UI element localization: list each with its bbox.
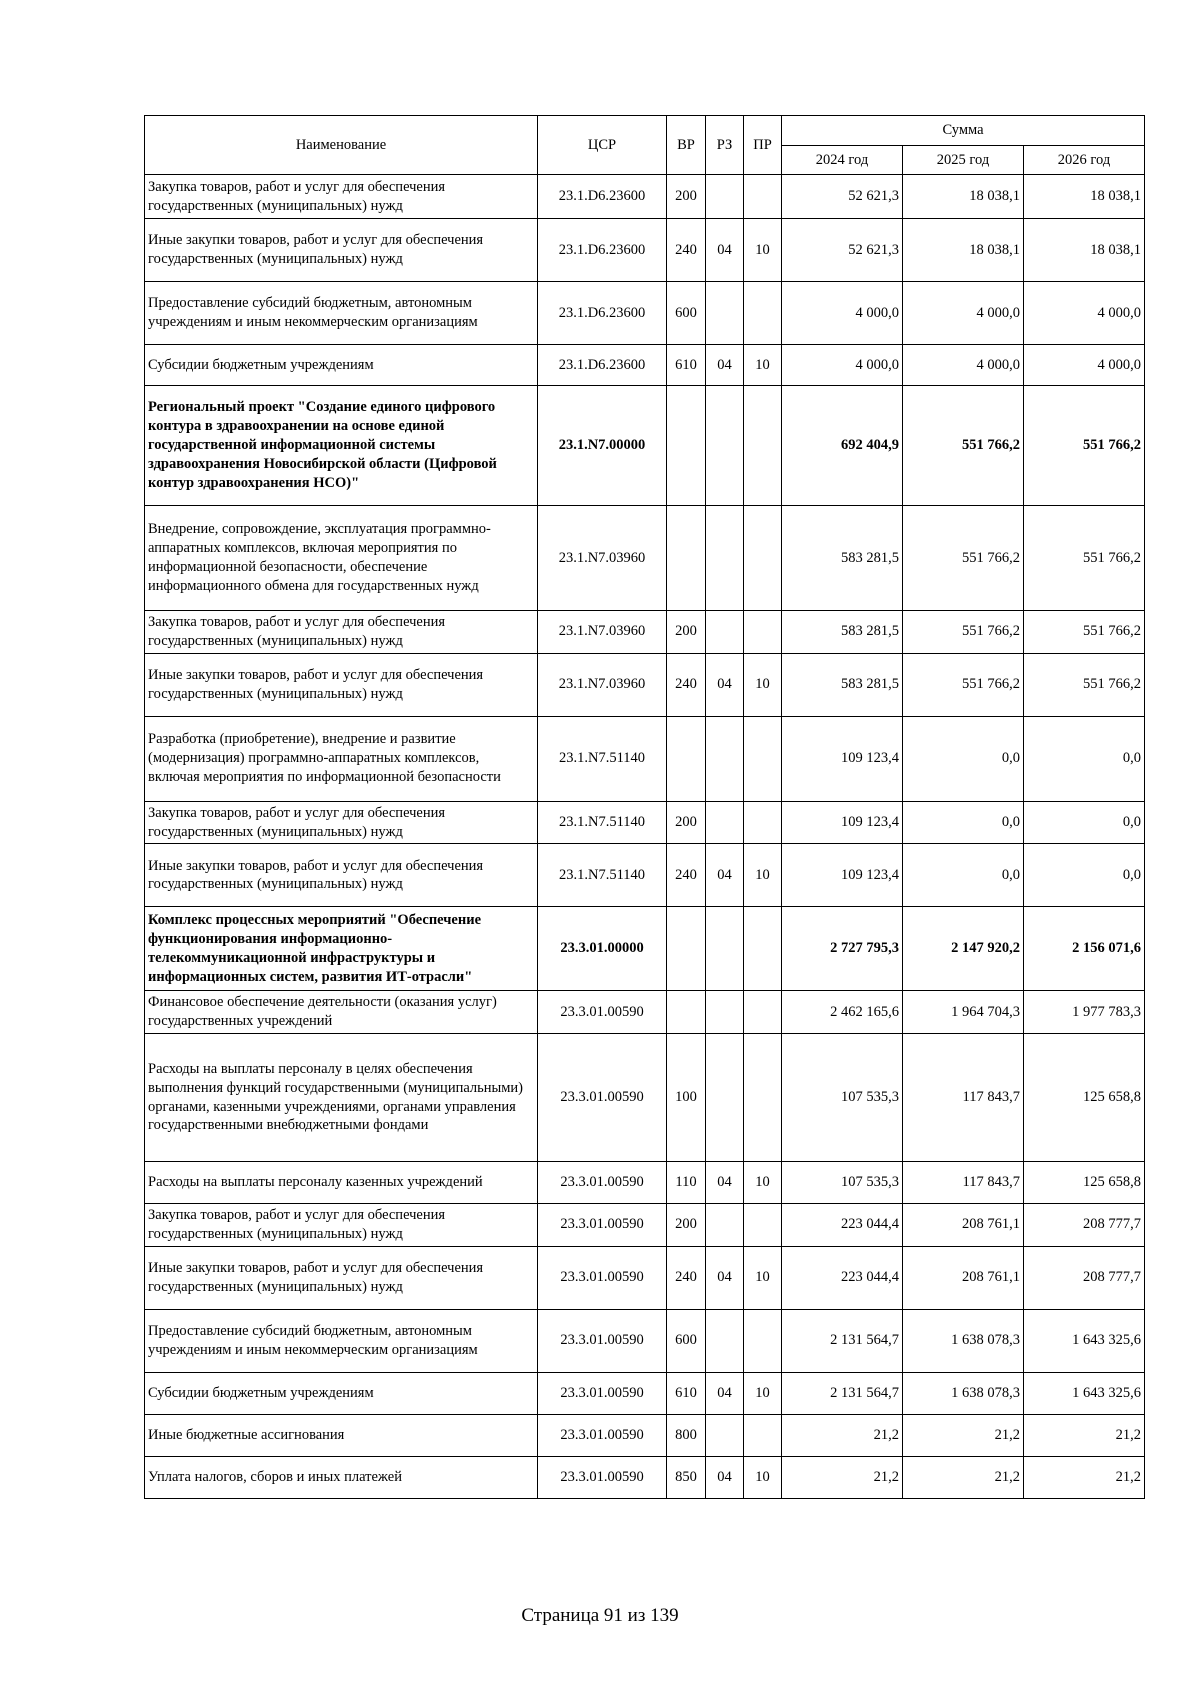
cell-sum-2024: 21,2 <box>782 1456 903 1498</box>
cell-name: Расходы на выплаты персоналу казенных учреждений <box>145 1162 538 1204</box>
table-row <box>145 345 1145 386</box>
cell-sum-2024: 2 727 795,3 <box>782 907 903 991</box>
cell-csr: 23.1.D6.23600 <box>538 345 667 386</box>
cell-sum-2025: 1 638 078,3 <box>903 1309 1024 1372</box>
cell-pr: 10 <box>744 1456 782 1498</box>
header-csr: ЦСР <box>538 116 667 175</box>
header-pr: ПР <box>744 116 782 175</box>
cell-rz <box>706 1309 744 1372</box>
cell-sum-2024: 109 123,4 <box>782 716 903 801</box>
header-vr: ВР <box>667 116 706 175</box>
cell-pr <box>744 716 782 801</box>
cell-sum-2024: 223 044,4 <box>782 1204 903 1247</box>
cell-sum-2025: 2 147 920,2 <box>903 907 1024 991</box>
cell-pr <box>744 1034 782 1162</box>
cell-rz: 04 <box>706 1246 744 1309</box>
cell-sum-2024: 583 281,5 <box>782 506 903 611</box>
cell-sum-2024: 4 000,0 <box>782 282 903 345</box>
cell-vr <box>667 907 706 991</box>
cell-pr: 10 <box>744 219 782 282</box>
header-year-2025: 2025 год <box>903 146 1024 175</box>
cell-rz <box>706 991 744 1034</box>
cell-sum-2026: 0,0 <box>1024 716 1145 801</box>
header-sum: Сумма <box>782 116 1145 146</box>
table-row <box>145 282 1145 345</box>
cell-sum-2026: 208 777,7 <box>1024 1246 1145 1309</box>
header-name: Наименование <box>145 116 538 175</box>
cell-sum-2026: 0,0 <box>1024 844 1145 907</box>
cell-sum-2025: 1 964 704,3 <box>903 991 1024 1034</box>
table-row <box>145 716 1145 801</box>
cell-sum-2025: 1 638 078,3 <box>903 1372 1024 1414</box>
cell-vr: 200 <box>667 175 706 219</box>
cell-vr <box>667 506 706 611</box>
cell-sum-2024: 223 044,4 <box>782 1246 903 1309</box>
cell-name: Закупка товаров, работ и услуг для обеспечения государственных (муниципальных) нужд <box>145 1204 538 1247</box>
cell-name: Субсидии бюджетным учреждениям <box>145 345 538 386</box>
cell-sum-2025: 551 766,2 <box>903 611 1024 654</box>
cell-name: Комплекс процессных мероприятий "Обеспечение функционирования информационно-телекоммуникационной инфраструктуры и информационных систем, развития ИТ-отрасли" <box>145 907 538 991</box>
cell-sum-2024: 692 404,9 <box>782 386 903 506</box>
page-number: Страница 91 из 139 <box>521 1605 679 1626</box>
cell-pr <box>744 506 782 611</box>
cell-sum-2025: 18 038,1 <box>903 175 1024 219</box>
cell-sum-2024: 2 462 165,6 <box>782 991 903 1034</box>
cell-name: Иные закупки товаров, работ и услуг для обеспечения государственных (муниципальных) нужд <box>145 219 538 282</box>
cell-vr: 240 <box>667 844 706 907</box>
cell-name: Иные закупки товаров, работ и услуг для обеспечения государственных (муниципальных) нужд <box>145 1246 538 1309</box>
cell-csr: 23.3.01.00590 <box>538 1034 667 1162</box>
cell-rz: 04 <box>706 1372 744 1414</box>
header-year-2024: 2024 год <box>782 146 903 175</box>
cell-pr: 10 <box>744 844 782 907</box>
cell-sum-2025: 21,2 <box>903 1456 1024 1498</box>
table-row <box>145 1414 1145 1456</box>
cell-sum-2026: 551 766,2 <box>1024 386 1145 506</box>
cell-sum-2026: 1 643 325,6 <box>1024 1372 1145 1414</box>
cell-rz: 04 <box>706 1456 744 1498</box>
cell-csr: 23.3.01.00590 <box>538 1309 667 1372</box>
cell-rz <box>706 175 744 219</box>
cell-csr: 23.3.01.00590 <box>538 1372 667 1414</box>
cell-csr: 23.3.01.00590 <box>538 1246 667 1309</box>
cell-pr <box>744 1309 782 1372</box>
cell-vr: 800 <box>667 1414 706 1456</box>
cell-sum-2025: 0,0 <box>903 844 1024 907</box>
cell-vr: 200 <box>667 1204 706 1247</box>
cell-pr <box>744 991 782 1034</box>
table-row <box>145 1309 1145 1372</box>
cell-sum-2024: 583 281,5 <box>782 611 903 654</box>
table-row <box>145 1372 1145 1414</box>
cell-pr <box>744 611 782 654</box>
cell-sum-2026: 208 777,7 <box>1024 1204 1145 1247</box>
cell-vr: 200 <box>667 801 706 844</box>
cell-sum-2024: 2 131 564,7 <box>782 1309 903 1372</box>
cell-csr: 23.3.01.00590 <box>538 1204 667 1247</box>
cell-rz <box>706 506 744 611</box>
cell-name: Расходы на выплаты персоналу в целях обеспечения выполнения функций государственными (муниципальными) органами, казенными учреждениями, органами управления государственными внебюджетными фондами <box>145 1034 538 1162</box>
cell-rz: 04 <box>706 844 744 907</box>
table-row <box>145 219 1145 282</box>
cell-csr: 23.3.01.00000 <box>538 907 667 991</box>
cell-sum-2026: 125 658,8 <box>1024 1034 1145 1162</box>
cell-rz: 04 <box>706 1162 744 1204</box>
cell-sum-2025: 18 038,1 <box>903 219 1024 282</box>
cell-csr: 23.3.01.00590 <box>538 991 667 1034</box>
cell-csr: 23.1.N7.03960 <box>538 611 667 654</box>
table-body <box>145 175 1145 1499</box>
cell-name: Предоставление субсидий бюджетным, автономным учреждениям и иным некоммерческим организациям <box>145 1309 538 1372</box>
table-row <box>145 611 1145 654</box>
cell-csr: 23.1.N7.03960 <box>538 653 667 716</box>
cell-sum-2025: 551 766,2 <box>903 653 1024 716</box>
cell-sum-2025: 4 000,0 <box>903 345 1024 386</box>
cell-sum-2026: 125 658,8 <box>1024 1162 1145 1204</box>
cell-pr <box>744 1204 782 1247</box>
header-rz: РЗ <box>706 116 744 175</box>
cell-sum-2026: 21,2 <box>1024 1414 1145 1456</box>
cell-sum-2025: 21,2 <box>903 1414 1024 1456</box>
cell-sum-2024: 4 000,0 <box>782 345 903 386</box>
table-header <box>145 116 1145 175</box>
cell-sum-2026: 1 643 325,6 <box>1024 1309 1145 1372</box>
cell-rz: 04 <box>706 345 744 386</box>
cell-vr: 200 <box>667 611 706 654</box>
cell-name: Внедрение, сопровождение, эксплуатация программно-аппаратных комплексов, включая мероприятия по информационной безопасности, обеспечение информационного обмена для государственных нужд <box>145 506 538 611</box>
cell-sum-2026: 18 038,1 <box>1024 175 1145 219</box>
cell-rz <box>706 611 744 654</box>
cell-csr: 23.1.D6.23600 <box>538 219 667 282</box>
table-row <box>145 844 1145 907</box>
cell-rz <box>706 1204 744 1247</box>
cell-name: Предоставление субсидий бюджетным, автономным учреждениям и иным некоммерческим организациям <box>145 282 538 345</box>
cell-rz <box>706 386 744 506</box>
table-row <box>145 1162 1145 1204</box>
cell-name: Уплата налогов, сборов и иных платежей <box>145 1456 538 1498</box>
cell-csr: 23.3.01.00590 <box>538 1162 667 1204</box>
cell-pr <box>744 907 782 991</box>
cell-csr: 23.1.D6.23600 <box>538 282 667 345</box>
cell-sum-2026: 1 977 783,3 <box>1024 991 1145 1034</box>
cell-vr <box>667 716 706 801</box>
cell-name: Иные бюджетные ассигнования <box>145 1414 538 1456</box>
cell-rz: 04 <box>706 219 744 282</box>
cell-rz: 04 <box>706 653 744 716</box>
cell-pr <box>744 1414 782 1456</box>
cell-vr: 600 <box>667 282 706 345</box>
cell-pr <box>744 801 782 844</box>
cell-name: Разработка (приобретение), внедрение и развитие (модернизация) программно-аппаратных комплексов, включая мероприятия по информационной безопасности <box>145 716 538 801</box>
cell-name: Региональный проект "Создание единого цифрового контура в здравоохранении на основе единой государственной информационной системы здравоохранения Новосибирской области (Цифровой контур здравоохранения НСО)" <box>145 386 538 506</box>
cell-sum-2026: 551 766,2 <box>1024 506 1145 611</box>
cell-sum-2026: 551 766,2 <box>1024 653 1145 716</box>
cell-sum-2024: 21,2 <box>782 1414 903 1456</box>
cell-name: Субсидии бюджетным учреждениям <box>145 1372 538 1414</box>
cell-rz <box>706 716 744 801</box>
cell-sum-2025: 0,0 <box>903 801 1024 844</box>
cell-sum-2026: 21,2 <box>1024 1456 1145 1498</box>
cell-pr: 10 <box>744 1372 782 1414</box>
cell-csr: 23.3.01.00590 <box>538 1414 667 1456</box>
cell-sum-2026: 4 000,0 <box>1024 345 1145 386</box>
table-row <box>145 1456 1145 1498</box>
cell-rz <box>706 282 744 345</box>
cell-sum-2025: 4 000,0 <box>903 282 1024 345</box>
cell-vr: 240 <box>667 1246 706 1309</box>
cell-vr: 100 <box>667 1034 706 1162</box>
cell-vr: 110 <box>667 1162 706 1204</box>
cell-sum-2025: 551 766,2 <box>903 506 1024 611</box>
cell-sum-2024: 52 621,3 <box>782 219 903 282</box>
cell-name: Иные закупки товаров, работ и услуг для обеспечения государственных (муниципальных) нужд <box>145 844 538 907</box>
cell-sum-2024: 52 621,3 <box>782 175 903 219</box>
cell-vr <box>667 991 706 1034</box>
cell-sum-2025: 117 843,7 <box>903 1034 1024 1162</box>
table-row <box>145 506 1145 611</box>
table-row <box>145 1246 1145 1309</box>
cell-sum-2025: 208 761,1 <box>903 1246 1024 1309</box>
cell-sum-2024: 107 535,3 <box>782 1162 903 1204</box>
cell-csr: 23.1.N7.51140 <box>538 801 667 844</box>
cell-vr: 610 <box>667 1372 706 1414</box>
cell-sum-2025: 0,0 <box>903 716 1024 801</box>
cell-vr <box>667 386 706 506</box>
cell-rz <box>706 801 744 844</box>
cell-sum-2024: 583 281,5 <box>782 653 903 716</box>
cell-name: Иные закупки товаров, работ и услуг для обеспечения государственных (муниципальных) нужд <box>145 653 538 716</box>
table-row <box>145 175 1145 219</box>
cell-csr: 23.1.N7.51140 <box>538 716 667 801</box>
cell-csr: 23.1.N7.51140 <box>538 844 667 907</box>
table-row <box>145 991 1145 1034</box>
cell-pr <box>744 282 782 345</box>
table-row <box>145 386 1145 506</box>
cell-sum-2025: 117 843,7 <box>903 1162 1024 1204</box>
cell-pr: 10 <box>744 1246 782 1309</box>
cell-sum-2026: 4 000,0 <box>1024 282 1145 345</box>
cell-pr <box>744 175 782 219</box>
cell-vr: 600 <box>667 1309 706 1372</box>
cell-name: Закупка товаров, работ и услуг для обеспечения государственных (муниципальных) нужд <box>145 175 538 219</box>
cell-sum-2024: 109 123,4 <box>782 844 903 907</box>
cell-vr: 240 <box>667 653 706 716</box>
cell-sum-2024: 2 131 564,7 <box>782 1372 903 1414</box>
cell-rz <box>706 907 744 991</box>
cell-csr: 23.3.01.00590 <box>538 1456 667 1498</box>
table-row <box>145 653 1145 716</box>
cell-name: Закупка товаров, работ и услуг для обеспечения государственных (муниципальных) нужд <box>145 801 538 844</box>
cell-name: Финансовое обеспечение деятельности (оказания услуг) государственных учреждений <box>145 991 538 1034</box>
table-row <box>145 801 1145 844</box>
cell-pr <box>744 386 782 506</box>
table-row <box>145 1034 1145 1162</box>
cell-sum-2026: 551 766,2 <box>1024 611 1145 654</box>
cell-sum-2026: 18 038,1 <box>1024 219 1145 282</box>
cell-sum-2025: 551 766,2 <box>903 386 1024 506</box>
cell-csr: 23.1.D6.23600 <box>538 175 667 219</box>
cell-pr: 10 <box>744 1162 782 1204</box>
cell-sum-2026: 2 156 071,6 <box>1024 907 1145 991</box>
cell-vr: 610 <box>667 345 706 386</box>
cell-rz <box>706 1034 744 1162</box>
header-year-2026: 2026 год <box>1024 146 1145 175</box>
cell-sum-2024: 107 535,3 <box>782 1034 903 1162</box>
cell-vr: 850 <box>667 1456 706 1498</box>
cell-rz <box>706 1414 744 1456</box>
table-row <box>145 907 1145 991</box>
budget-table <box>144 115 1145 1499</box>
cell-sum-2026: 0,0 <box>1024 801 1145 844</box>
cell-vr: 240 <box>667 219 706 282</box>
cell-name: Закупка товаров, работ и услуг для обеспечения государственных (муниципальных) нужд <box>145 611 538 654</box>
cell-pr: 10 <box>744 653 782 716</box>
table-row <box>145 1204 1145 1247</box>
cell-csr: 23.1.N7.03960 <box>538 506 667 611</box>
cell-sum-2025: 208 761,1 <box>903 1204 1024 1247</box>
cell-sum-2024: 109 123,4 <box>782 801 903 844</box>
cell-csr: 23.1.N7.00000 <box>538 386 667 506</box>
cell-pr: 10 <box>744 345 782 386</box>
